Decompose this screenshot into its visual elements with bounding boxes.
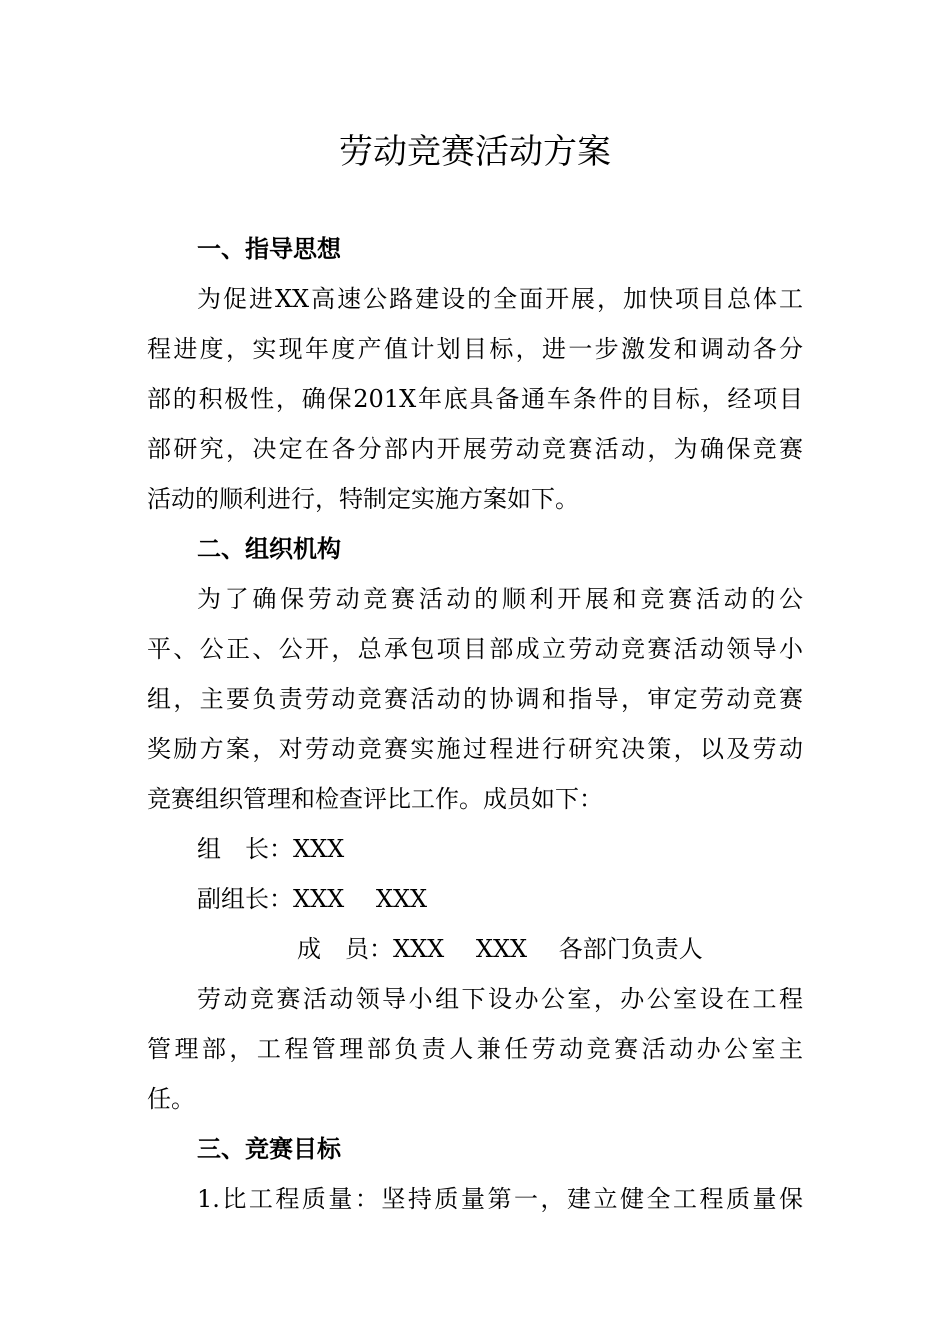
paragraph-line: 奖励方案，对劳动竞赛实施过程进行研究决策，以及劳动 bbox=[147, 735, 803, 763]
paragraph-line: 管理部，工程管理部负责人兼任劳动竞赛活动办公室主 bbox=[147, 1035, 803, 1063]
paragraph-line: 程进度，实现年度产值计划目标，进一步激发和调动各分 bbox=[147, 335, 803, 363]
paragraph-line: 活动的顺利进行，特制定实施方案如下。 bbox=[147, 485, 579, 513]
paragraph-organization bbox=[147, 574, 803, 824]
paragraph-line: 为促进XX高速公路建设的全面开展，加快项目总体工 bbox=[197, 285, 803, 313]
paragraph-line: 平、公正、公开，总承包项目部成立劳动竞赛活动领导小 bbox=[147, 635, 803, 663]
paragraph-office bbox=[147, 974, 803, 1124]
paragraph-line: 为了确保劳动竞赛活动的顺利开展和竞赛活动的公 bbox=[197, 585, 803, 613]
paragraph-line: 1.比工程质量：坚持质量第一，建立健全工程质量保 bbox=[197, 1185, 803, 1213]
paragraph-line: 部研究，决定在各分部内开展劳动竞赛活动，为确保竞赛 bbox=[147, 435, 803, 463]
section-heading-guiding-ideology: 一、指导思想 bbox=[197, 235, 341, 263]
section-heading-competition-goals: 三、竞赛目标 bbox=[197, 1135, 341, 1163]
paragraph-line: 部的积极性，确保201X年底具备通车条件的目标，经项目 bbox=[147, 385, 803, 413]
section-heading-organization: 二、组织机构 bbox=[197, 535, 341, 563]
member-leader: 组 长：XXX bbox=[197, 835, 345, 863]
paragraph-line: 任。 bbox=[147, 1085, 195, 1113]
paragraph-guiding-ideology bbox=[147, 274, 803, 524]
paragraph-competition-goals bbox=[147, 1174, 803, 1224]
document-body bbox=[147, 224, 803, 1224]
member-list: 成 员：XXX XXX 各部门负责人 bbox=[297, 935, 703, 963]
paragraph-line: 组，主要负责劳动竞赛活动的协调和指导，审定劳动竞赛 bbox=[147, 685, 803, 713]
member-deputy: 副组长：XXX XXX bbox=[197, 885, 428, 913]
document-title: 劳动竞赛活动方案 bbox=[339, 132, 611, 172]
paragraph-line: 竞赛组织管理和检查评比工作。成员如下： bbox=[147, 785, 603, 813]
paragraph-line: 劳动竞赛活动领导小组下设办公室，办公室设在工程 bbox=[197, 985, 803, 1013]
